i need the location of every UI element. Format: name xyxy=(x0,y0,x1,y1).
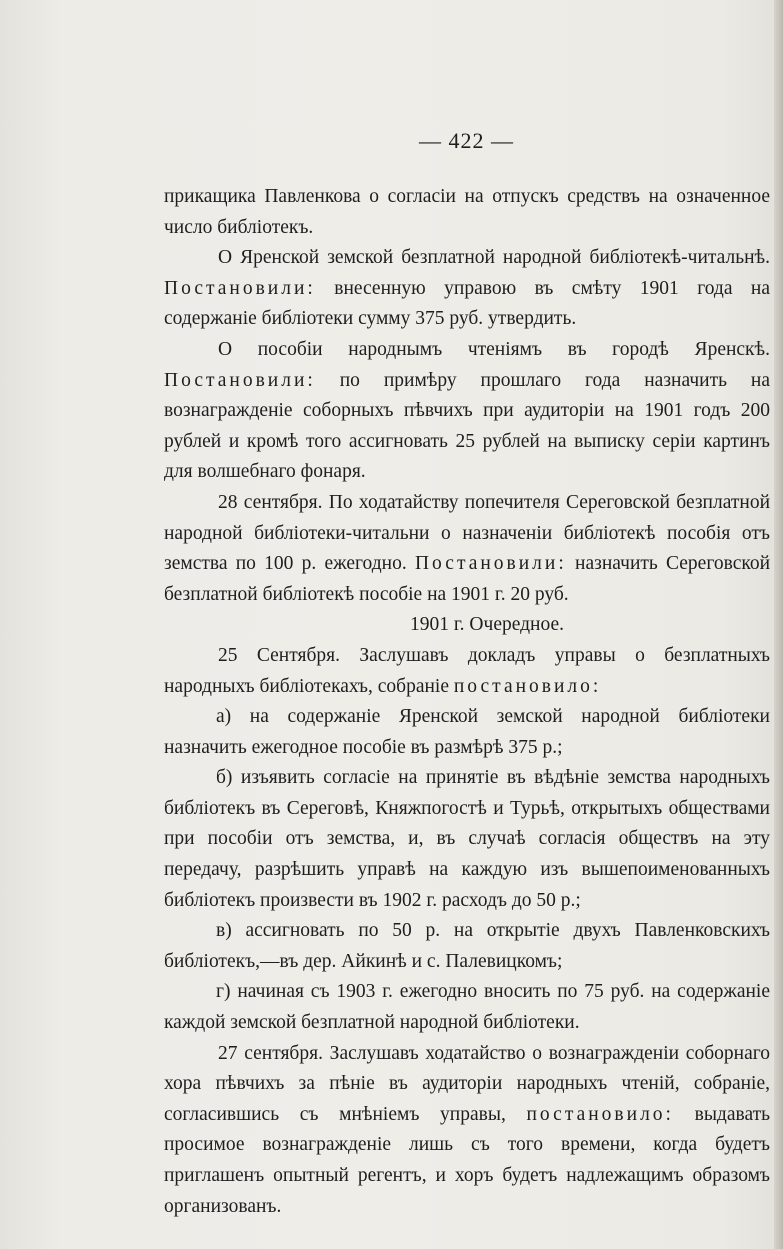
resolution-keyword: постановило: xyxy=(526,1103,674,1125)
paragraph-yarensk-library xyxy=(164,243,770,335)
list-item-a: а) на содержаніе Яренской земской народной библіотеки назначить ежегодное пособіе въ размѣрѣ 375 р.; xyxy=(164,706,770,758)
paragraph-sept-27 xyxy=(164,1039,770,1223)
paragraph-sept-28 xyxy=(164,488,770,610)
list-item-v: в) ассигновать по 50 р. на открытіе двухъ Павленковскихъ библіотекъ,—въ дер. Айкинѣ и с. Палевицкомъ; xyxy=(164,920,770,972)
page-edge xyxy=(774,0,783,1249)
paragraph-sept-25 xyxy=(164,641,770,702)
paragraph-text: прикащика Павленкова о согласіи на отпускъ средствъ на означенное число библіотекъ. xyxy=(164,186,770,238)
paragraph-lead: 27 сентября. Заслушавъ ходатайство о вознагражденіи соборнаго хора пѣвчихъ за пѣніе въ аудиторіи народныхъ чтеній, собраніе, согласившись съ мнѣніемъ управы, xyxy=(164,1042,770,1125)
section-heading: 1901 г. Очередное. xyxy=(410,614,564,636)
paragraph-lead: О пособіи народнымъ чтеніямъ въ городѣ Яренскѣ. xyxy=(218,338,770,360)
paragraph-public-readings xyxy=(164,335,770,488)
resolution-keyword: Постановили: xyxy=(164,369,316,391)
body-text xyxy=(164,182,770,1222)
resolution-keyword: Постановили: xyxy=(164,277,316,299)
paragraph-continuation xyxy=(164,182,770,243)
paragraph-lead: О Яренской земской безплатной народной библіотекѣ-читальнѣ. xyxy=(218,247,770,269)
paragraph-rest: назначить Сереговской безплатной библіотекѣ пособіе на 1901 г. 20 руб. xyxy=(164,553,771,605)
paragraph-rest: по примѣру прошлаго года назначить на вознагражденіе соборныхъ пѣвчихъ при аудиторіи на 1901 годъ 200 рублей и кромѣ того ассигновать 25 рублей на выписку серіи картинъ для волшебнаго фонаря. xyxy=(164,369,770,483)
paragraph-lead: 25 Сентября. Заслушавъ докладъ управы о безплатныхъ народныхъ библіотекахъ, собраніе xyxy=(164,644,770,697)
page-number: — 422 — xyxy=(419,128,514,153)
resolution-keyword: Постановили: xyxy=(414,553,567,575)
resolution-keyword: постановило: xyxy=(453,675,602,697)
list-item-b: б) изъявить согласіе на принятіе въ вѣдѣніе земства народныхъ библіотекъ въ Сереговѣ, Княжпогостѣ и Турьѣ, открытыхъ обществами при пособіи отъ земства, и, въ случаѣ согласія обществъ на эту передачу, разрѣшить управѣ на каждую изъ вышепоименованныхъ библіотекъ произвести въ 1902 г. расходъ до 50 р.; xyxy=(164,767,770,911)
paragraph-rest: внесенную управою въ смѣту 1901 года на содержаніе библіотеки сумму 375 руб. утвердить. xyxy=(164,277,770,330)
paragraph-lead: 28 сентября. По ходатайству попечителя Сереговской безплатной народной библіотеки-читальни о назначеніи библіотекѣ пособія отъ земства по 100 р. ежегодно. xyxy=(164,491,770,575)
list-item-g: г) начиная съ 1903 г. ежегодно вносить по 75 руб. на содержаніе каждой земской безплатной народной библіотеки. xyxy=(164,981,770,1034)
paragraph-rest: выдавать просимое вознагражденіе лишь съ того времени, когда будетъ приглашенъ опытный регентъ, и хоръ будетъ надлежащимъ образомъ организованъ. xyxy=(164,1103,771,1217)
